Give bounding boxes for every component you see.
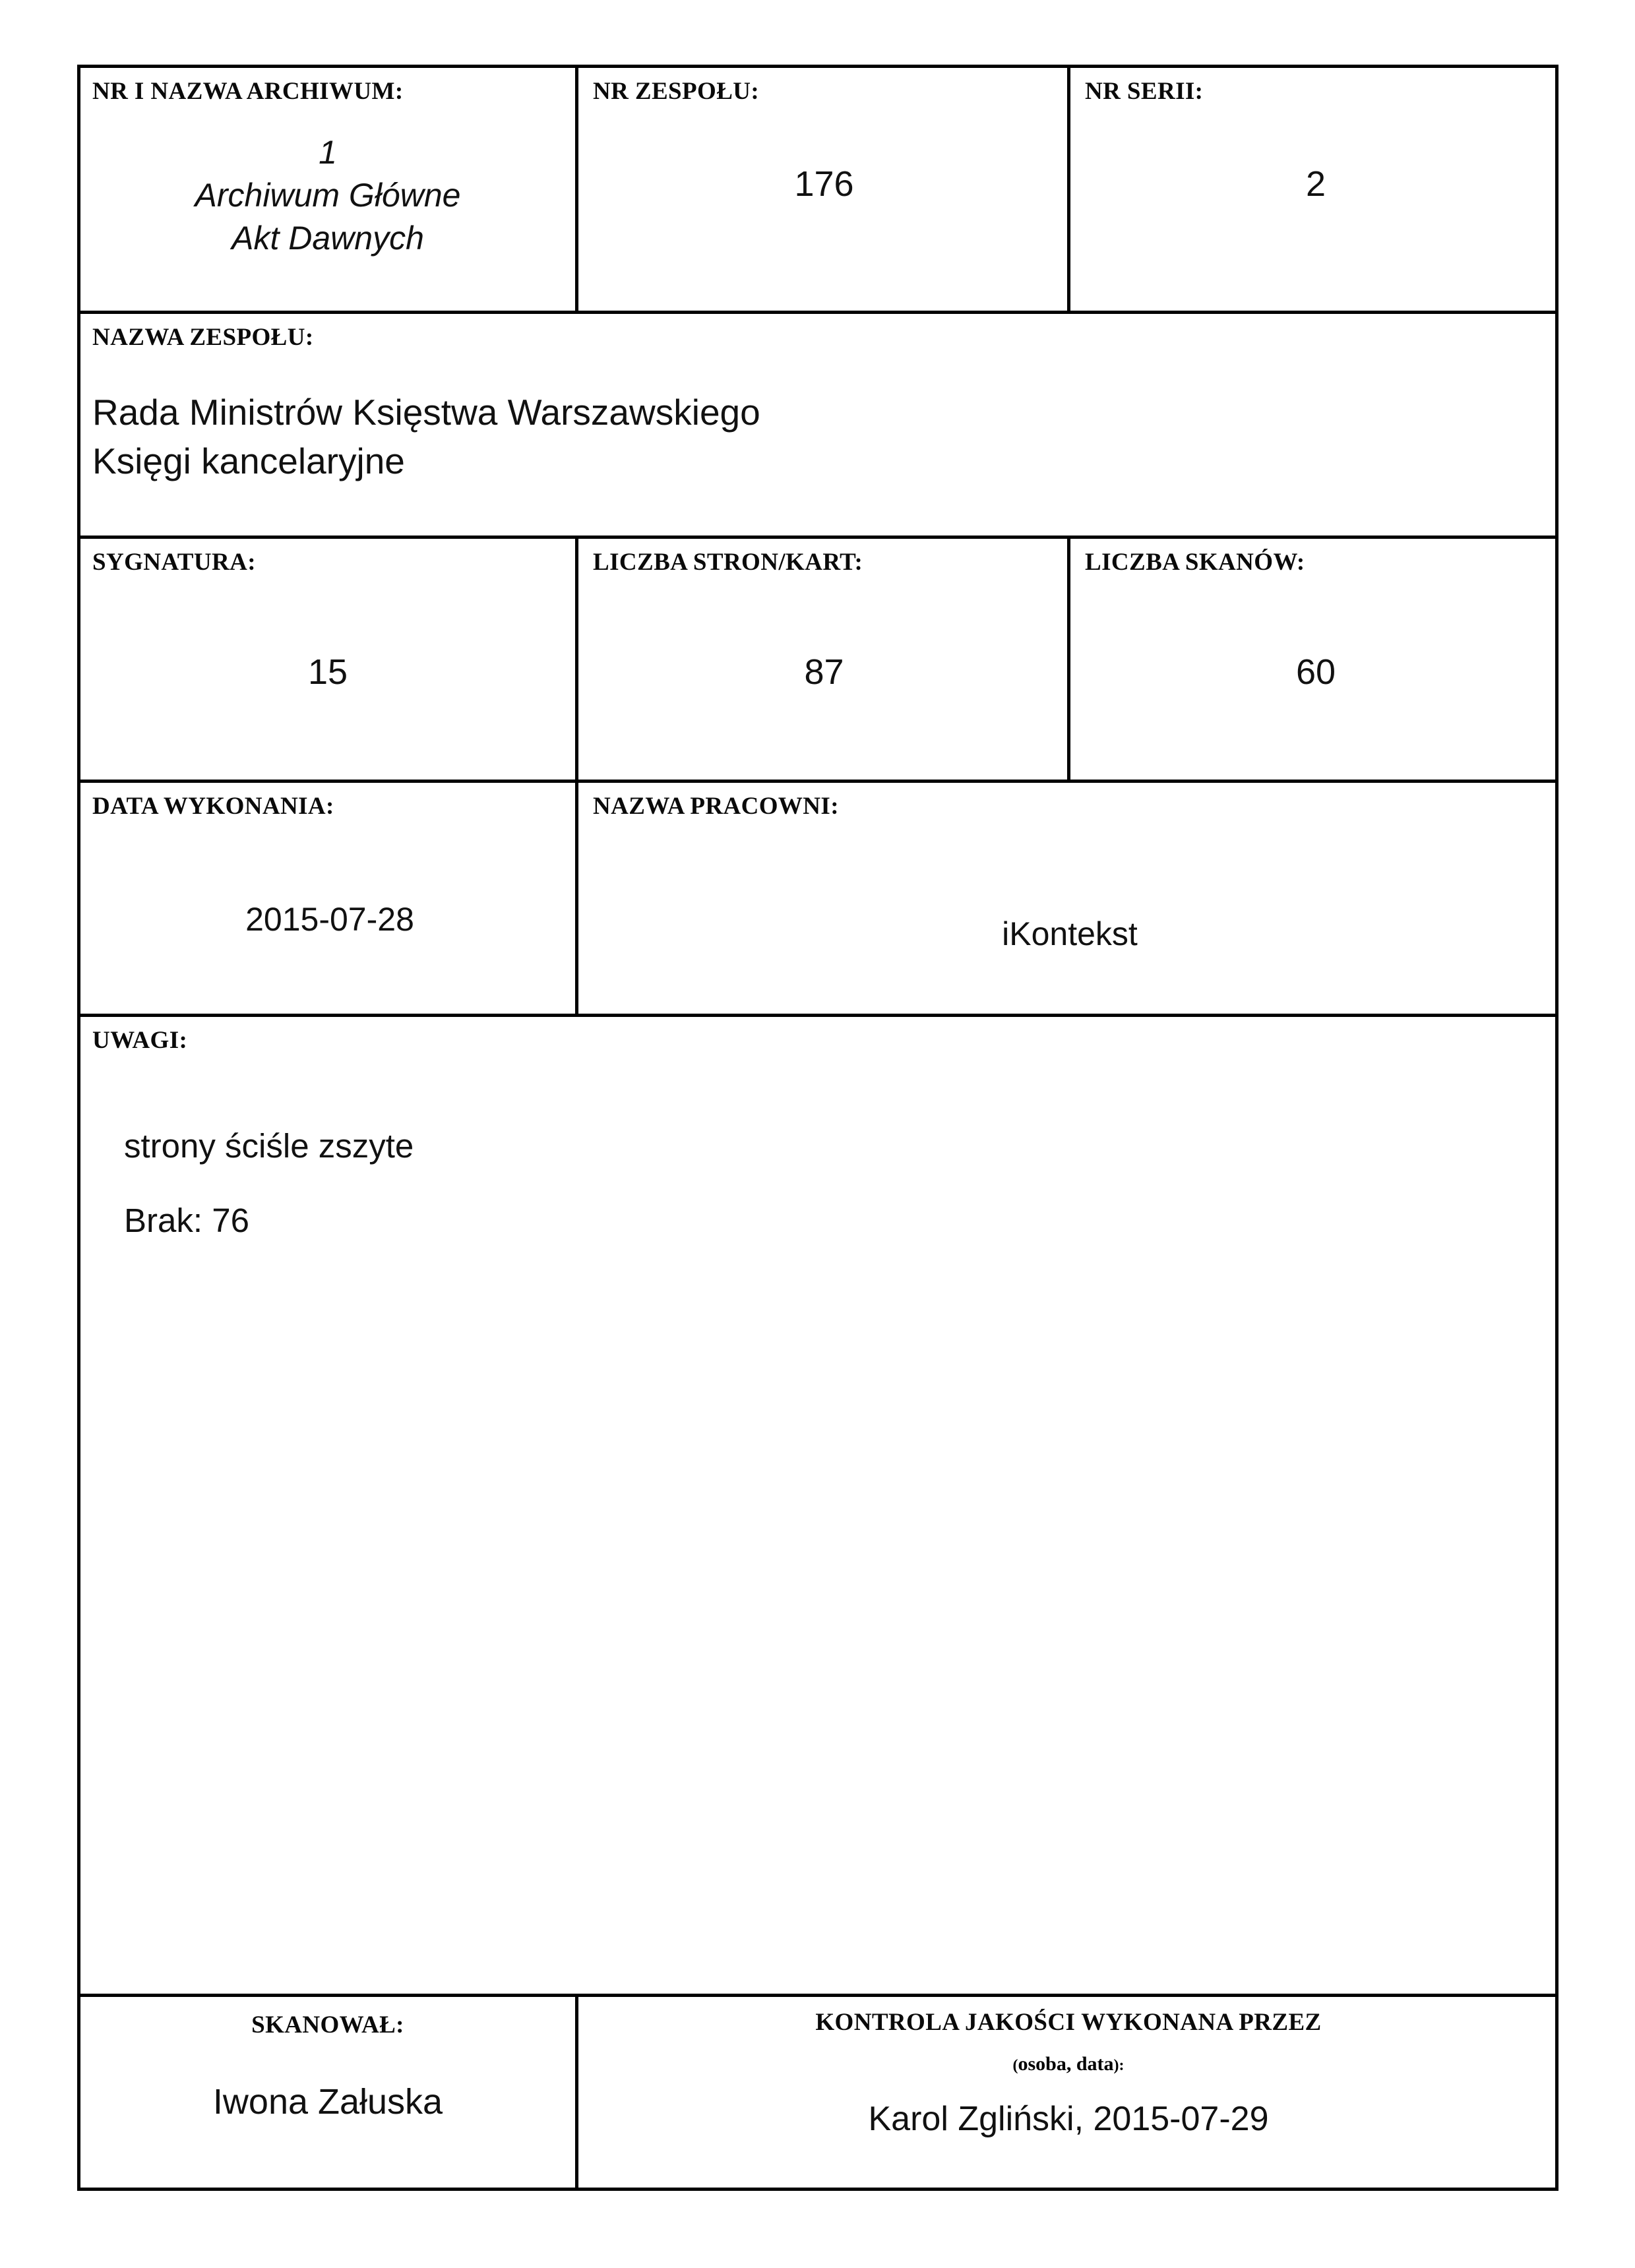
field-quality-control-sublabel [590, 2053, 1547, 2075]
field-series-number-label: NR SERII: [1085, 78, 1204, 105]
field-quality-control-label: KONTROLA JAKOŚCI WYKONANA PRZEZ [815, 2009, 1322, 2036]
qc-sublabel-text: osoba, data [1018, 2052, 1114, 2075]
field-signature-label: SYGNATURA: [92, 549, 256, 576]
field-fonds-name-label: NAZWA ZESPOŁU: [92, 324, 314, 351]
field-remarks-line-1: strony ściśle zszyte [124, 1126, 414, 1165]
field-remarks-line-2: Brak: 76 [124, 1201, 249, 1239]
field-quality-control-value: Karol Zgliński, 2015-07-29 [868, 2099, 1269, 2138]
field-date-performed [80, 783, 575, 1014]
field-archive-name-line1: Archiwum Główne [195, 176, 461, 214]
field-lab-name [578, 783, 1558, 1014]
field-archive-number: 1 [319, 133, 337, 171]
field-date-performed-label: DATA WYKONANIA: [92, 793, 334, 820]
field-fonds-name-line1: Rada Ministrów Księstwa Warszawskiego [92, 391, 760, 433]
qc-sublabel-open-paren: ( [1012, 2056, 1018, 2074]
field-fonds-number-value: 176 [794, 164, 854, 204]
field-pages [578, 539, 1067, 780]
field-archive-label: NR I NAZWA ARCHIWUM: [92, 78, 404, 105]
field-quality-control [578, 1997, 1558, 2191]
field-fonds-number [578, 68, 1067, 311]
field-archive-name-line2: Akt Dawnych [231, 219, 424, 257]
field-lab-name-label: NAZWA PRACOWNI: [593, 793, 839, 820]
field-fonds-name-line2: Księgi kancelaryjne [92, 441, 405, 482]
field-signature-value: 15 [307, 652, 348, 692]
field-archive [80, 68, 575, 311]
field-scans [1070, 539, 1558, 780]
field-remarks-label: UWAGI: [92, 1027, 188, 1054]
field-scanned-by-value: Iwona Załuska [212, 2081, 443, 2122]
field-remarks-body [124, 1126, 1547, 1240]
qc-sublabel-close-paren: ): [1113, 2056, 1125, 2074]
field-series-number [1070, 68, 1558, 311]
field-pages-value: 87 [804, 652, 844, 692]
field-pages-label: LICZBA STRON/KART: [593, 549, 863, 576]
field-scans-label: LICZBA SKANÓW: [1085, 549, 1305, 576]
field-signature [80, 539, 575, 780]
scan-metadata-table [77, 65, 1558, 2191]
field-scanned-by [80, 1997, 575, 2191]
field-scans-value: 60 [1295, 652, 1336, 692]
field-series-number-value: 2 [1305, 164, 1326, 204]
field-fonds-name [80, 314, 1558, 536]
field-fonds-number-label: NR ZESPOŁU: [593, 78, 760, 105]
field-lab-name-value: iKontekst [1002, 915, 1138, 952]
field-date-performed-value: 2015-07-28 [245, 900, 414, 938]
field-remarks [80, 1017, 1558, 1994]
field-scanned-by-label: SKANOWAŁ: [251, 2011, 404, 2038]
